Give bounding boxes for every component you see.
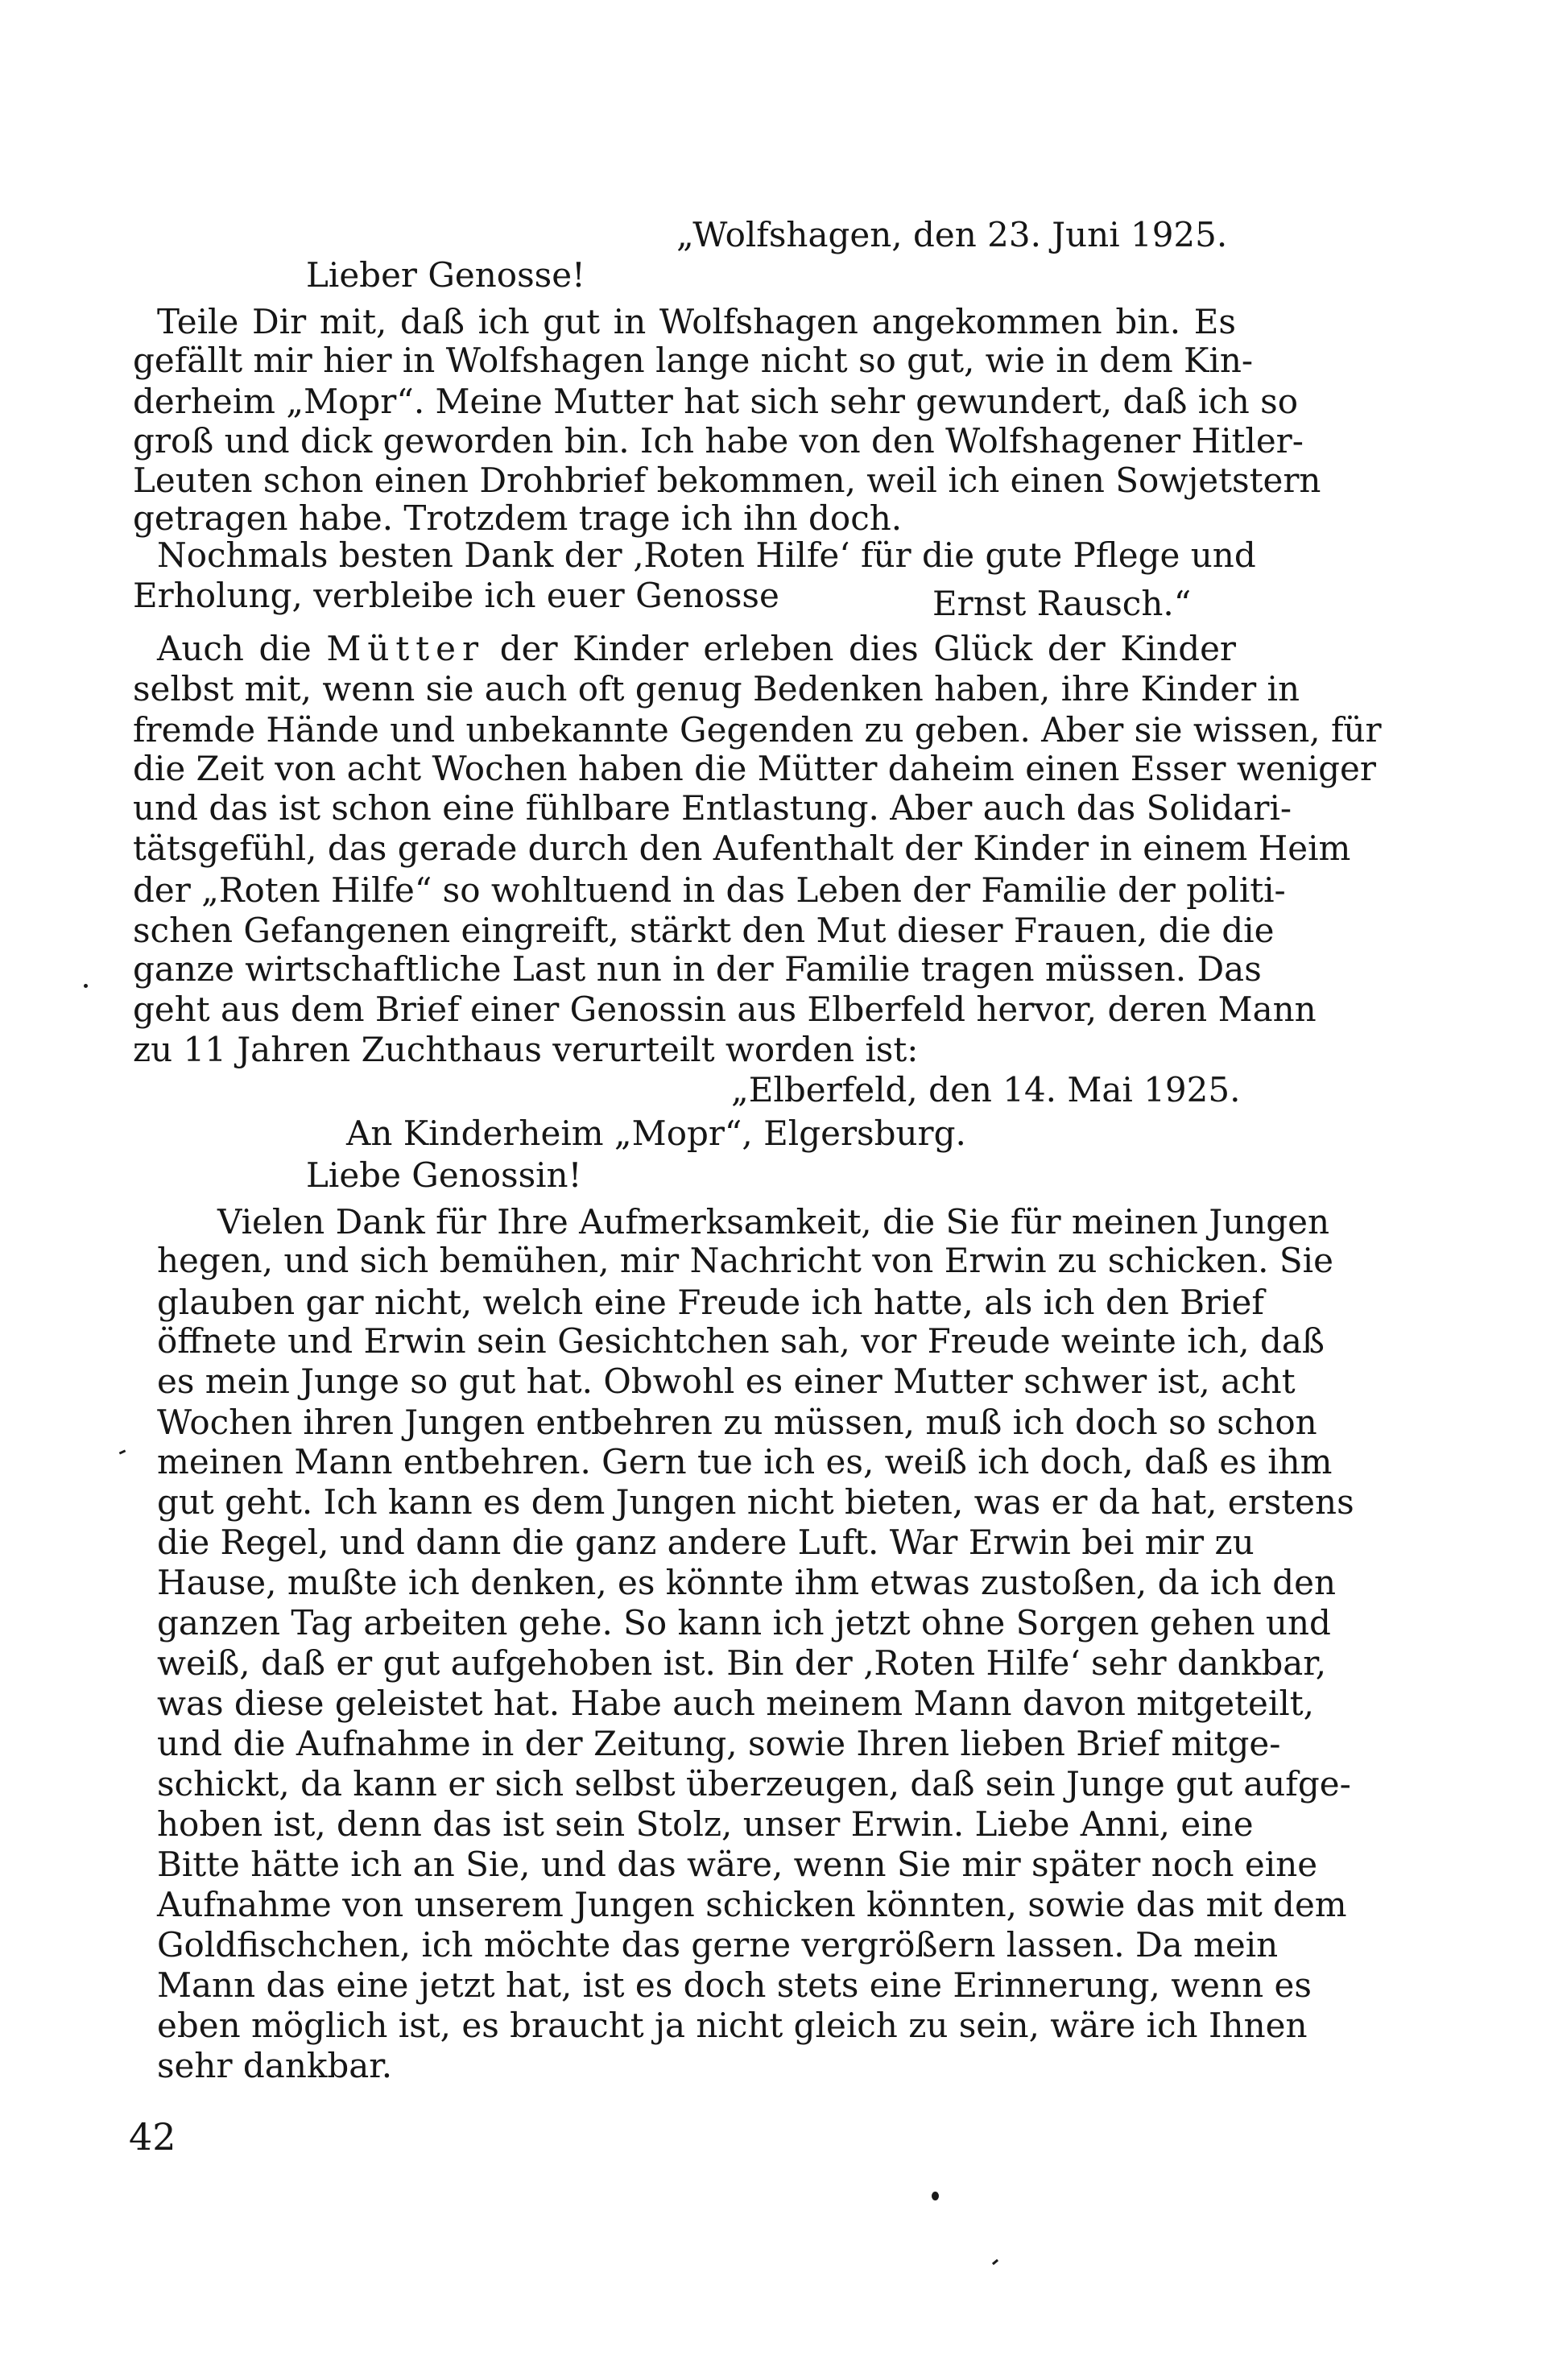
letter2-line: Vielen Dank für Ihre Aufmerksamkeit, die Sie für meinen Jungen [217, 1202, 1330, 1242]
letter2-line: Bitte hätte ich an Sie, und das wäre, wenn Sie mir später noch eine [157, 1845, 1318, 1884]
letter2-line: die Regel, und dann die ganz andere Luft. War Erwin bei mir zu [157, 1523, 1255, 1562]
narrative-line: und das ist schon eine fühlbare Entlastung. Aber auch das Solidari- [133, 788, 1292, 828]
narrative-first-line [157, 630, 1236, 668]
letter1-line: Nochmals besten Dank der ‚Roten Hilfe‘ für die gute Pflege und [157, 535, 1256, 575]
letter1-closing: Erholung, verbleibe ich euer Genosse [133, 576, 779, 615]
scan-speck [119, 1449, 126, 1454]
letter1-salutation: Lieber Genosse! [306, 255, 585, 295]
letter1-line: groß und dick geworden bin. Ich habe von den Wolfshagener Hitler- [133, 421, 1304, 461]
letter2-line: Goldfischchen, ich möchte das gerne vergrößern lassen. Da mein [157, 1925, 1279, 1965]
letter2-line: Aufnahme von unserem Jungen schicken könnten, sowie das mit dem [157, 1885, 1347, 1924]
letter2-line: es mein Junge so gut hat. Obwohl es einer Mutter schwer ist, acht [157, 1361, 1296, 1401]
letter2-line: glauben gar nicht, welch eine Freude ich hatte, als ich den Brief [157, 1283, 1264, 1322]
letter2-line: und die Aufnahme in der Zeitung, sowie Ihren lieben Brief mitge- [157, 1724, 1281, 1763]
letter1-line: Teile Dir mit, daß ich gut in Wolfshagen angekommen bin. Es [157, 302, 1236, 341]
letter2-line: meinen Mann entbehren. Gern tue ich es, weiß ich doch, daß es ihm [157, 1442, 1333, 1481]
letter2-line: Hause, mußte ich denken, es könnte ihm etwas zustoßen, da ich den [157, 1563, 1336, 1602]
letter1-line: Leuten schon einen Drohbrief bekommen, weil ich einen Sowjetstern [133, 461, 1321, 500]
letter1-line: derheim „Mopr“. Meine Mutter hat sich sehr gewundert, daß ich so [133, 382, 1298, 421]
letter2-line: sehr dankbar. [157, 2046, 393, 2085]
scan-speck [84, 984, 88, 988]
letter2-dateline: „Elberfeld, den 14. Mai 1925. [731, 1070, 1241, 1109]
scan-speck [932, 2192, 939, 2200]
narrative-line: ganze wirtschaftliche Last nun in der Familie tragen müssen. Das [133, 949, 1262, 989]
narrative-line: geht aus dem Brief einer Genossin aus Elberfeld hervor, deren Mann [133, 990, 1317, 1029]
letter2-salutation: Liebe Genossin! [306, 1155, 582, 1195]
letter2-line: Mann das eine jetzt hat, ist es doch stets eine Erinnerung, wenn es [157, 1965, 1312, 2005]
letter2-line: Wochen ihren Jungen entbehren zu müssen, muß ich doch so schon [157, 1403, 1317, 1442]
letter1-signature: Ernst Rausch.“ [932, 584, 1192, 623]
letter1-line: gefällt mir hier in Wolfshagen lange nicht so gut, wie in dem Kin- [133, 341, 1254, 380]
page-number: 42 [129, 2115, 176, 2159]
narrative-line: tätsgefühl, das gerade durch den Aufenthalt der Kinder in einem Heim [133, 828, 1351, 868]
narrative-line: fremde Hände und unbekannte Gegenden zu geben. Aber sie wissen, für [133, 710, 1382, 750]
narrative-emphasis: Mütter [326, 629, 486, 668]
narrative-line: selbst mit, wenn sie auch oft genug Bedenken haben, ihre Kinder in [133, 669, 1300, 709]
letter1-line: getragen habe. Trotzdem trage ich ihn doch. [133, 498, 903, 538]
letter2-line: ganzen Tag arbeiten gehe. So kann ich jetzt ohne Sorgen gehen und [157, 1603, 1331, 1642]
letter2-address: An Kinderheim „Mopr“, Elgersburg. [346, 1114, 966, 1153]
narrative-line: der „Roten Hilfe“ so wohltuend in das Leben der Familie der politi- [133, 870, 1286, 910]
narrative-text: der Kinder erleben dies Glück der Kinder [499, 629, 1237, 668]
letter2-line: eben möglich ist, es braucht ja nicht gleich zu sein, wäre ich Ihnen [157, 2006, 1308, 2045]
narrative-line: zu 11 Jahren Zuchthaus verurteilt worden ist: [133, 1030, 919, 1069]
letter2-line: gut geht. Ich kann es dem Jungen nicht bieten, was er da hat, erstens [157, 1482, 1354, 1522]
narrative-text: Auch die [157, 629, 312, 668]
scan-speck [992, 2259, 998, 2265]
letter2-line: weiß, daß er gut aufgehoben ist. Bin der ‚Roten Hilfe‘ sehr dankbar, [157, 1643, 1327, 1683]
letter2-line: hoben ist, denn das ist sein Stolz, unser Erwin. Liebe Anni, eine [157, 1804, 1254, 1844]
letter1-dateline: „Wolfshagen, den 23. Juni 1925. [676, 215, 1228, 254]
narrative-line: die Zeit von acht Wochen haben die Mütter daheim einen Esser weniger [133, 749, 1376, 788]
letter2-line: schickt, da kann er sich selbst überzeugen, daß sein Junge gut aufge- [157, 1764, 1351, 1804]
letter2-line: hegen, und sich bemühen, mir Nachricht von Erwin zu schicken. Sie [157, 1241, 1333, 1280]
narrative-line: schen Gefangenen eingreift, stärkt den Mut dieser Frauen, die die [133, 911, 1275, 950]
letter2-line: öffnete und Erwin sein Gesichtchen sah, vor Freude weinte ich, daß [157, 1321, 1325, 1361]
letter2-line: was diese geleistet hat. Habe auch meinem Mann davon mitgeteilt, [157, 1684, 1314, 1723]
